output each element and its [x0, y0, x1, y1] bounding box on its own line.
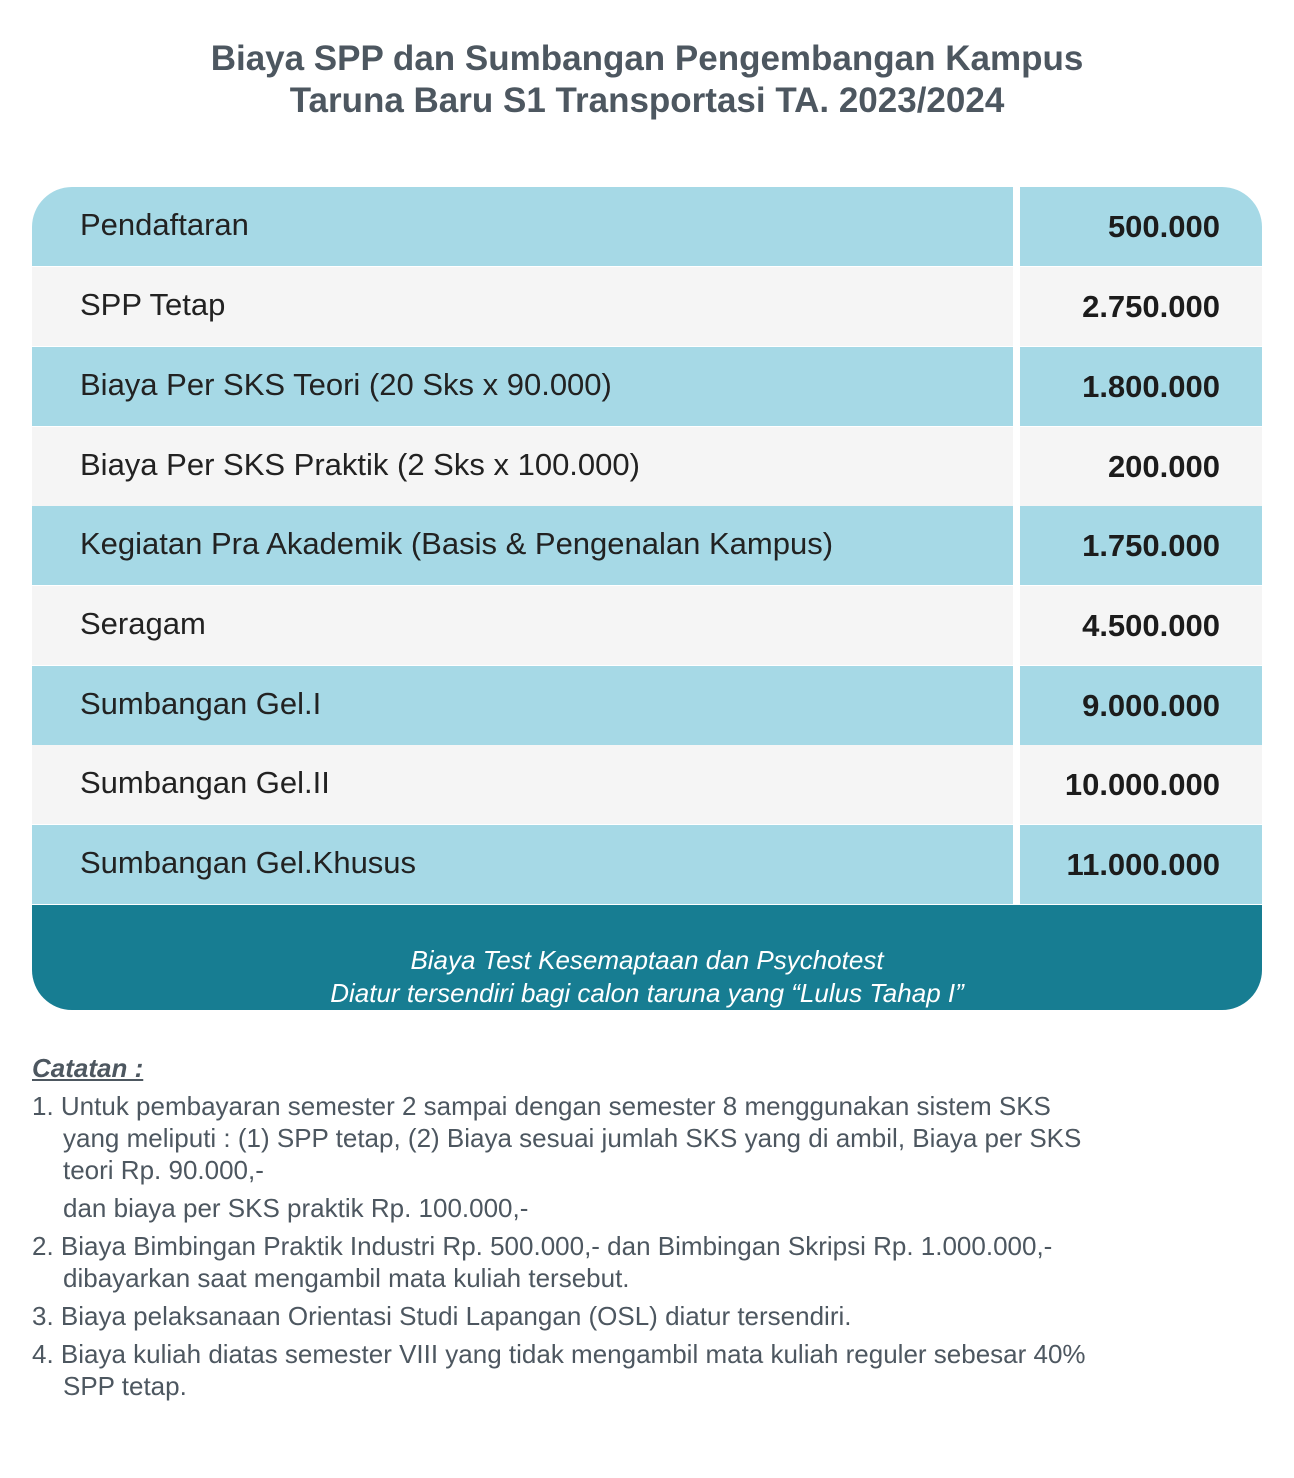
notes-section [32, 1052, 1262, 1402]
fee-amount: 200.000 [1020, 427, 1262, 506]
fee-amount: 4.500.000 [1020, 586, 1262, 665]
fee-table [32, 187, 1262, 1010]
fee-row-pra-akademik [32, 506, 1262, 585]
title-line-1: Biaya SPP dan Sumbangan Pengembangan Kampus [210, 39, 1084, 78]
fee-row-sks-praktik [32, 427, 1262, 506]
fee-amount: 1.750.000 [1020, 506, 1262, 585]
fee-label: Pendaftaran [32, 187, 1013, 266]
fee-row-sumbangan-gel-2 [32, 745, 1262, 824]
fee-label: Sumbangan Gel.Khusus [32, 825, 1013, 904]
fee-label: Biaya Per SKS Praktik (2 Sks x 100.000) [32, 427, 1013, 506]
note-text: SPP tetap. [63, 1371, 187, 1401]
note-item-1 [32, 1090, 1262, 1224]
fee-row-seragam [32, 586, 1262, 665]
fee-amount: 11.000.000 [1020, 825, 1262, 904]
fee-amount: 500.000 [1020, 187, 1262, 266]
page-title [0, 38, 1294, 122]
fee-label: Biaya Per SKS Teori (20 Sks x 90.000) [32, 347, 1013, 426]
fee-row-sumbangan-gel-1 [32, 666, 1262, 745]
fee-label: Sumbangan Gel.I [32, 666, 1013, 745]
fee-row-sks-teori [32, 347, 1262, 426]
note-text: dan biaya per SKS praktik Rp. 100.000,- [63, 1193, 529, 1223]
footer-line-1: Biaya Test Kesemaptaan dan Psychotest [410, 945, 884, 975]
notes-heading: Catatan : [32, 1053, 144, 1083]
note-item-4 [32, 1338, 1262, 1402]
fee-amount: 10.000.000 [1020, 745, 1262, 824]
fee-row-pendaftaran [32, 187, 1262, 266]
note-text: 2. Biaya Bimbingan Praktik Industri Rp. 500.000,- dan Bimbingan Skripsi Rp. 1.000.000,- [32, 1231, 1053, 1261]
fee-amount: 2.750.000 [1020, 267, 1262, 346]
fee-label: SPP Tetap [32, 267, 1013, 346]
fee-amount: 9.000.000 [1020, 666, 1262, 745]
note-text: teori Rp. 90.000,- [63, 1155, 264, 1185]
footer-line-2: Diatur tersendiri bagi calon taruna yang “Lulus Tahap I” [330, 978, 964, 1008]
note-text: dibayarkan saat mengambil mata kuliah tersebut. [63, 1263, 630, 1293]
fee-amount: 1.800.000 [1020, 347, 1262, 426]
fee-label: Sumbangan Gel.II [32, 745, 1013, 824]
note-item-3 [32, 1300, 1262, 1332]
title-line-2: Taruna Baru S1 Transportasi TA. 2023/2024 [289, 81, 1005, 120]
fee-row-sumbangan-gel-khusus [32, 825, 1262, 904]
fee-footer-note [32, 905, 1262, 1010]
fee-row-spp-tetap [32, 267, 1262, 346]
note-text: 1. Untuk pembayaran semester 2 sampai dengan semester 8 menggunakan sistem SKS [32, 1091, 1051, 1121]
fee-label: Seragam [32, 586, 1013, 665]
note-item-2 [32, 1230, 1262, 1294]
note-text: yang meliputi : (1) SPP tetap, (2) Biaya sesuai jumlah SKS yang di ambil, Biaya per SKS [63, 1123, 1082, 1153]
note-text: 4. Biaya kuliah diatas semester VIII yang tidak mengambil mata kuliah reguler sebesar 40% [32, 1339, 1086, 1369]
fee-label: Kegiatan Pra Akademik (Basis & Pengenalan Kampus) [32, 506, 1013, 585]
note-text: 3. Biaya pelaksanaan Orientasi Studi Lapangan (OSL) diatur tersendiri. [32, 1301, 852, 1331]
